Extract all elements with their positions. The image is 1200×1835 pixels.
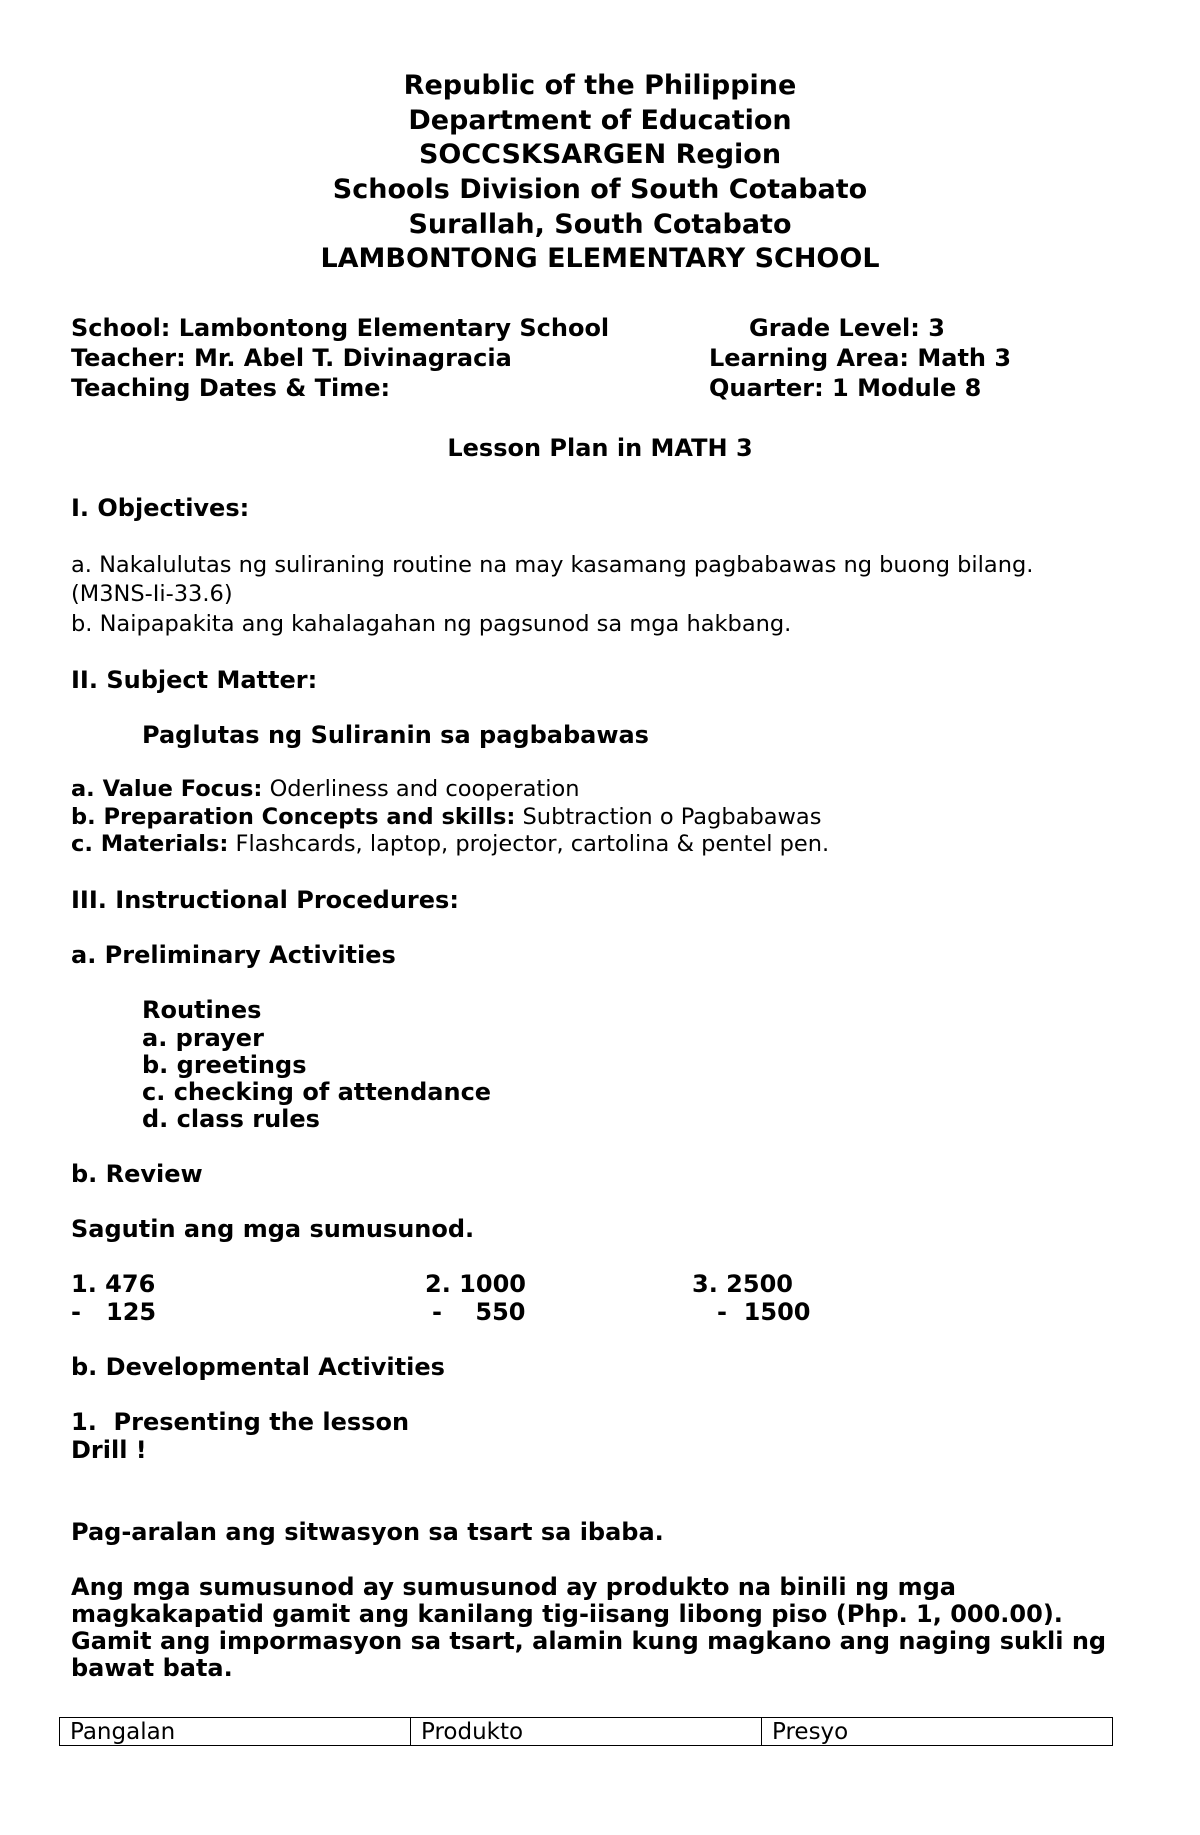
header-republic: Republic of the Philippine <box>403 70 797 101</box>
subject-topic: Paglutas ng Suliranin sa pagbabawas <box>142 721 649 749</box>
info-school: School: Lambontong Elementary School <box>71 314 610 342</box>
problem-3-top: 3. 2500 <box>692 1270 793 1298</box>
routine-item: c. checking of attendance <box>142 1078 492 1106</box>
header-division: Schools Division of South Cotabato <box>332 174 868 205</box>
lesson-title: Lesson Plan in MATH 3 <box>447 434 753 462</box>
situation-paragraph-line: bawat bata. <box>71 1654 233 1682</box>
objectives-heading: I. Objectives: <box>71 494 250 522</box>
info-quarter: Quarter: 1 Module 8 <box>709 374 982 402</box>
drill-label: Drill ! <box>71 1436 147 1464</box>
header-location: Surallah, South Cotabato <box>408 209 792 240</box>
situation-paragraph-line: magkakapatid gamit ang kanilang tig-iisang libong piso (Php. 1, 000.00). <box>71 1600 1063 1628</box>
materials-label: c. Materials: <box>71 831 229 857</box>
problem-3-bottom: - 1500 <box>717 1298 811 1326</box>
routine-item: a. prayer <box>142 1024 264 1052</box>
info-learning-area: Learning Area: Math 3 <box>709 344 1012 372</box>
materials-text: Flashcards, laptop, projector, cartolina & pentel pen. <box>228 831 830 857</box>
info-dates: Teaching Dates & Time: <box>71 374 391 402</box>
problem-2-bottom: - 550 <box>432 1298 526 1326</box>
routine-item: d. class rules <box>142 1105 320 1133</box>
price-table <box>59 1717 1113 1746</box>
table-header-row <box>60 1718 1113 1746</box>
sagutin-instruction: Sagutin ang mga sumusunod. <box>71 1215 475 1243</box>
preparation-line <box>71 804 821 830</box>
situation-paragraph-line: Gamit ang impormasyon sa tsart, alamin kung magkano ang naging sukli ng <box>71 1627 1107 1655</box>
objective-b: b. Naipapakita ang kahalagahan ng pagsunod sa mga hakbang. <box>71 611 792 637</box>
problem-1-bottom: - 125 <box>71 1298 157 1326</box>
preliminary-heading: a. Preliminary Activities <box>71 941 396 969</box>
situation-paragraph-line: Ang mga sumusunod ay sumusunod ay produkto na binili ng mga <box>71 1573 956 1601</box>
objective-a-line1: a. Nakalulutas ng suliraning routine na may kasamang pagbabawas ng buong bilang. <box>71 552 1034 578</box>
header-region: SOCCSKSARGEN Region <box>418 139 782 170</box>
preparation-text: Subtraction o Pagbabawas <box>515 804 822 830</box>
preparation-label: b. Preparation Concepts and skills: <box>71 804 516 830</box>
value-focus-line <box>71 776 580 802</box>
materials-line <box>71 831 829 857</box>
info-grade-level: Grade Level: 3 <box>749 314 945 342</box>
pagaralan-instruction: Pag-aralan ang sitwasyon sa tsart sa ibaba. <box>71 1518 664 1546</box>
value-focus-text: Oderliness and cooperation <box>262 776 580 802</box>
value-focus-label: a. Value Focus: <box>71 776 263 802</box>
header-department: Department of Education <box>408 105 792 136</box>
problem-1-top: 1. 476 <box>71 1270 156 1298</box>
subject-heading: II. Subject Matter: <box>71 666 318 694</box>
review-heading: b. Review <box>71 1160 203 1188</box>
column-header-produkto: Produkto <box>411 1718 762 1746</box>
info-teacher: Teacher: Mr. Abel T. Divinagracia <box>71 344 512 372</box>
header-school-name: LAMBONTONG ELEMENTARY SCHOOL <box>320 243 880 274</box>
developmental-heading: b. Developmental Activities <box>71 1353 445 1381</box>
column-header-presyo: Presyo <box>762 1718 1113 1746</box>
column-header-pangalan: Pangalan <box>60 1718 411 1746</box>
problem-2-top: 2. 1000 <box>425 1270 526 1298</box>
objective-a-line2: (M3NS-Ii-33.6) <box>71 581 233 607</box>
routines-heading: Routines <box>142 996 262 1024</box>
routine-item: b. greetings <box>142 1051 307 1079</box>
procedures-heading: III. Instructional Procedures: <box>71 886 459 914</box>
presenting-lesson: 1. Presenting the lesson <box>71 1408 410 1436</box>
